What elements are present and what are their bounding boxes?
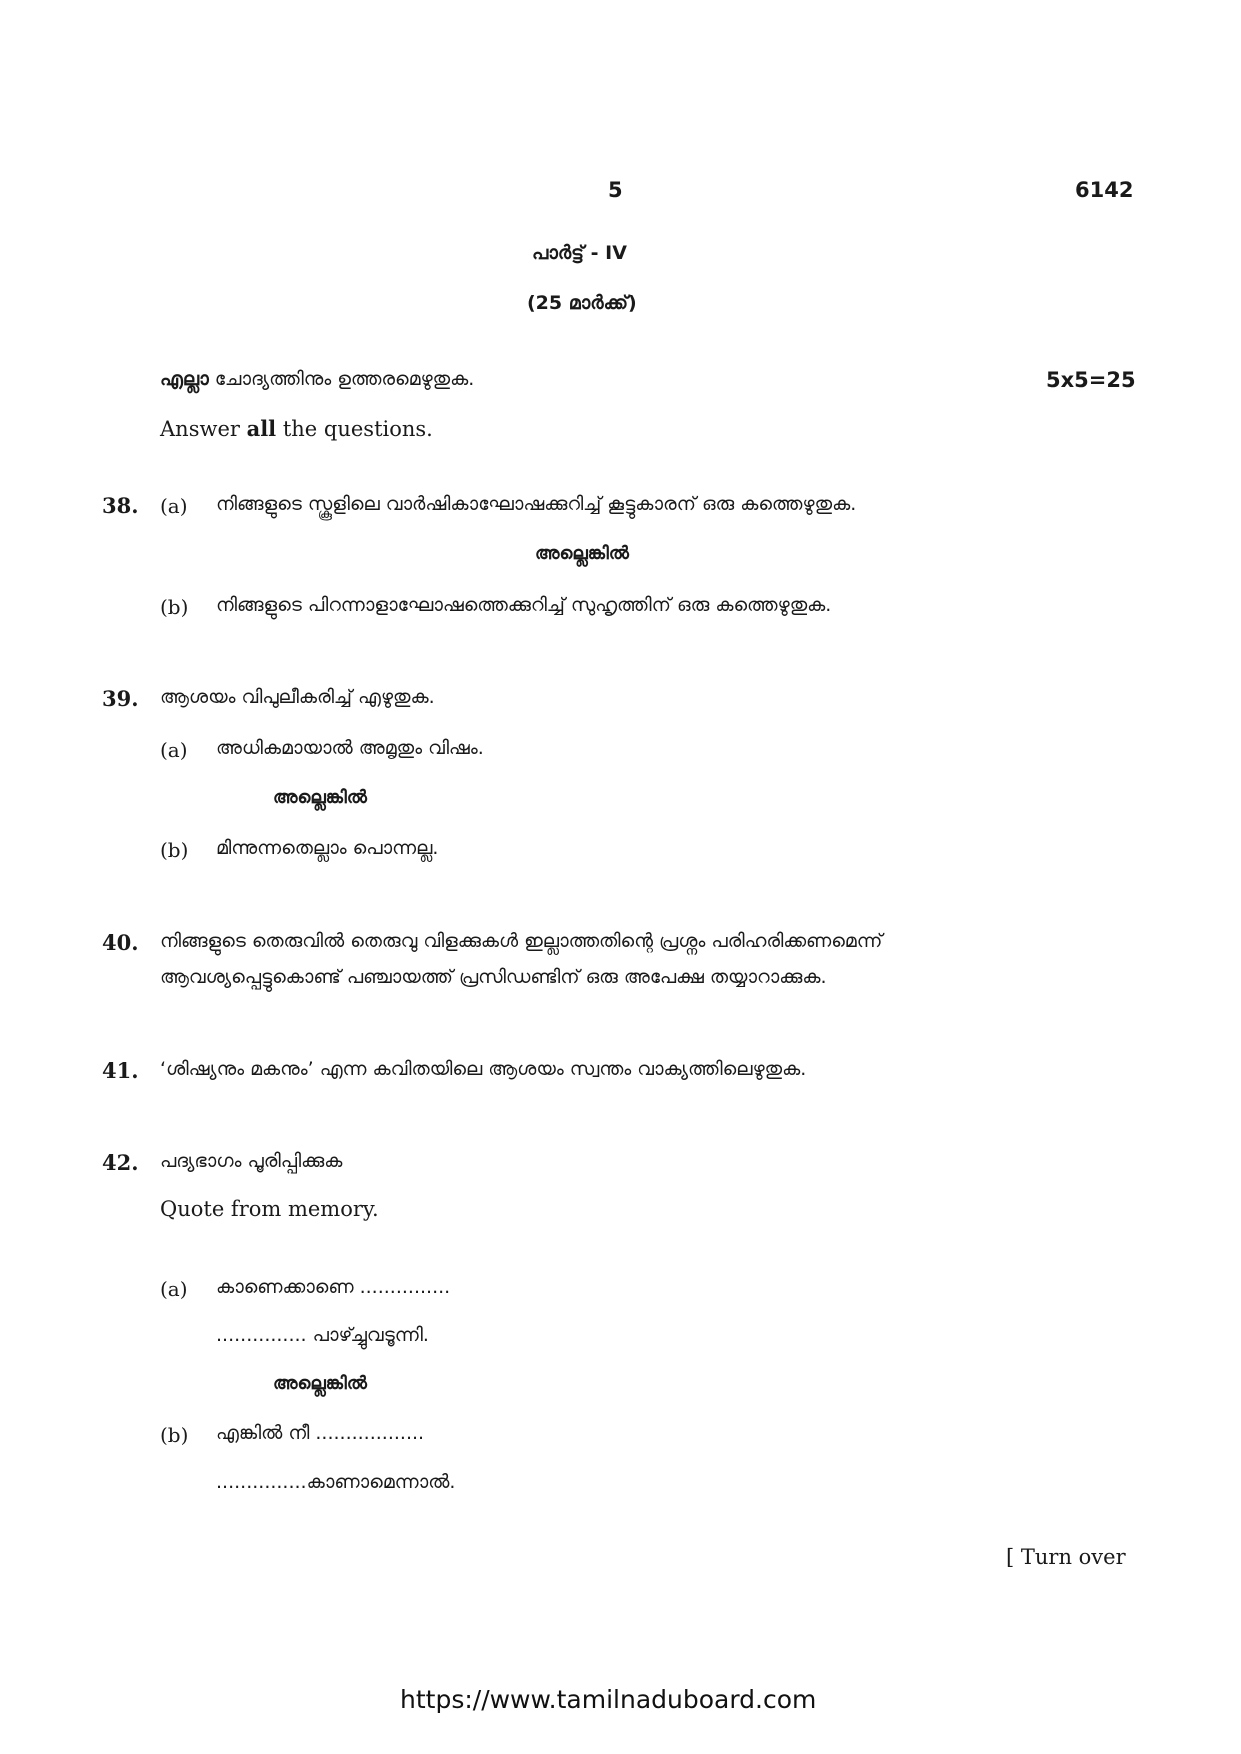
- question-number: 41.: [102, 1058, 139, 1083]
- option-label: (a): [160, 1277, 188, 1301]
- instruction-en-pre: Answer: [160, 417, 247, 441]
- quote-line: ...............കാണാമെന്നാൽ.: [216, 1471, 456, 1493]
- instruction-en-bold: all: [246, 416, 277, 441]
- or-separator: അല്ലെങ്കിൽ: [273, 1373, 367, 1394]
- quote-line: കാണെക്കാണെ ...............: [216, 1276, 451, 1298]
- instruction-en: [160, 416, 433, 441]
- part-marks: (25 മാർക്ക്): [527, 292, 637, 314]
- option-label: (b): [160, 838, 189, 862]
- question-number: 38.: [102, 493, 139, 518]
- question-text: മിന്നുന്നതെല്ലാം പൊന്നല്ല.: [216, 837, 439, 859]
- part-title: പാർട്ട് - IV: [532, 242, 627, 264]
- page-number: 5: [608, 178, 623, 202]
- instruction-ml-bold: എല്ലാ: [160, 368, 209, 390]
- question-number: 40.: [102, 930, 139, 955]
- quote-line: എങ്കിൽ നീ ..................: [216, 1422, 425, 1444]
- question-text: നിങ്ങളുടെ പിറന്നാളാഘോഷത്തെക്കുറിച്ച് സുഹൃത്തിന് ഒരു കത്തെഴുതുക.: [216, 594, 832, 616]
- quote-line: ............... പാഴ്ച്ചുവടൂന്നി.: [216, 1324, 429, 1346]
- question-text: പദ്യഭാഗം പൂരിപ്പിക്കുക: [160, 1150, 343, 1172]
- instruction-ml: [160, 368, 474, 390]
- option-label: (b): [160, 595, 189, 619]
- question-text: ആവശ്യപ്പെട്ടുകൊണ്ട് പഞ്ചായത്ത് പ്രസിഡണ്ടിന് ഒരു അപേക്ഷ തയ്യാറാക്കുക.: [160, 966, 827, 988]
- option-label: (b): [160, 1423, 189, 1447]
- paper-code: 6142: [1075, 178, 1134, 202]
- or-separator: അല്ലെങ്കിൽ: [535, 543, 629, 564]
- marks-scheme: 5x5=25: [1046, 368, 1136, 392]
- instruction-en-post: the questions.: [276, 417, 433, 441]
- question-text-en: Quote from memory.: [160, 1197, 379, 1221]
- question-text: ‘ശിഷ്യനും മകനും’ എന്ന കവിതയിലെ ആശയം സ്വന്തം വാക്യത്തിലെഴുതുക.: [160, 1058, 807, 1080]
- turn-over: [ Turn over: [1006, 1545, 1126, 1569]
- question-text: നിങ്ങളുടെ തെരുവിൽ തെരുവു വിളക്കുകൾ ഇല്ലാത്തതിന്റെ പ്രശ്നം പരിഹരിക്കണമെന്ന്: [160, 930, 883, 952]
- or-separator: അല്ലെങ്കിൽ: [273, 787, 367, 808]
- option-label: (a): [160, 738, 188, 762]
- question-number: 39.: [102, 686, 139, 711]
- question-number: 42.: [102, 1150, 139, 1175]
- instruction-ml-rest: ചോദ്യത്തിനും ഉത്തരമെഴുതുക.: [208, 368, 475, 390]
- question-text: അധികമായാൽ അമൃതും വിഷം.: [216, 737, 484, 759]
- footer-url-link[interactable]: https://www.tamilnaduboard.com: [400, 1685, 817, 1714]
- question-text: ആശയം വിപുലീകരിച്ച് എഴുതുക.: [160, 686, 435, 708]
- question-text: നിങ്ങളുടെ സ്കൂളിലെ വാർഷികാഘോഷക്കുറിച്ച് കൂട്ടുകാരന് ഒരു കത്തെഴുതുക.: [216, 493, 857, 515]
- option-label: (a): [160, 494, 188, 518]
